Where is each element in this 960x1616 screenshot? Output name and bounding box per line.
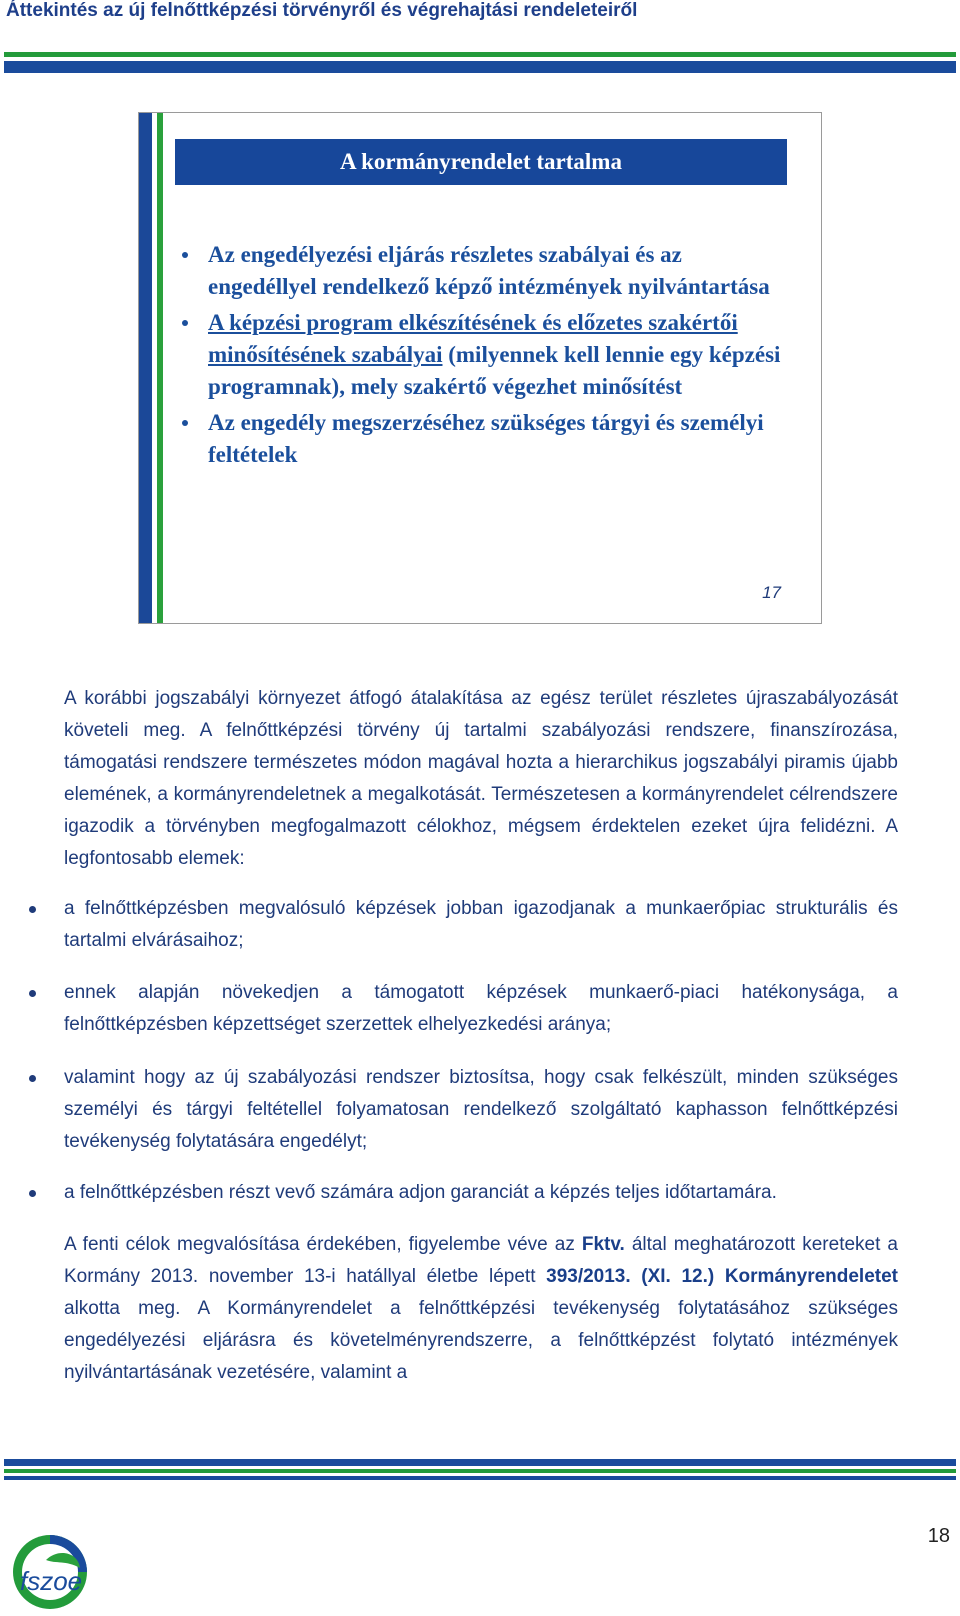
bullet-dot-icon [29,990,36,997]
bullet-dot-icon [29,906,36,913]
footer-blue-rule [4,1459,956,1466]
slide-bullet [175,239,785,303]
slide-image [138,112,822,624]
page-number: 18 [927,1525,950,1547]
slide-bullet [175,407,785,471]
slide-bullet-text: Az engedély megszerzéséhez szükséges tárgyi és személyi feltételek [208,410,764,467]
bullet-dot-icon [29,1190,36,1197]
closing-paragraph [64,1229,898,1389]
fszoe-logo-icon [6,1530,92,1610]
header-blue-rule [4,61,956,73]
slide-title: A kormányrendelet tartalma [175,139,787,185]
paragraph-text: alkotta meg. A Kormányrendelet a felnőttképzési tevékenység folytatásához szükséges engedélyezési eljárásra és követelményrendszerre, a felnőttképzést folytató intézmények nyilvántartásának vezetésére, valamint a [64,1298,898,1383]
paragraph-text: A fenti célok megvalósítása érdekében, figyelembe véve az [64,1234,582,1255]
slide-bullet-underlined-text: A képzési program elkészítésének és előzetes szakértői minősítésének szabályai [208,310,738,367]
decree-reference: 393/2013. (XI. 12.) Kormányrendeletet [546,1266,899,1287]
list-item: valamint hogy az új szabályozási rendszer biztosítsa, hogy csak felkészült, minden szükséges személyi és tárgyi feltétellel folyamatosan rendelkező szolgáltató kaphasson felnőttképzési tevékenység folytatására engedélyt; [64,1067,898,1152]
footer-green-rule [4,1469,956,1473]
slide-blue-stripe [139,113,152,623]
slide-bullet-list [175,239,785,475]
slide-green-stripe [157,113,163,623]
list-item: a felnőttképzésben részt vevő számára adjon garanciát a képzés teljes időtartamára. [64,1182,777,1203]
footer-blue-rule-2 [4,1476,956,1480]
bullet-dot-icon [182,252,188,258]
bullet-dot-icon [182,420,188,426]
bullet-dot-icon [29,1075,36,1082]
slide-bullet [175,307,785,403]
bullet-dot-icon [182,320,188,326]
list-item: a felnőttképzésben megvalósuló képzések jobban igazodjanak a munkaerőpiac strukturális és tartalmi elvárásaihoz; [64,898,898,951]
slide-bullet-text: (milyennek kell lennie egy képzési programnak), mely szakértő végezhet minősítést [208,342,781,399]
header-green-rule [4,52,956,57]
paragraph-text: által meghatározott kereteket a Kormány 2013. november 13-i hatállyal életbe lépett [64,1234,898,1287]
law-reference: Fktv. [581,1234,625,1255]
intro-paragraph: A korábbi jogszabályi környezet átfogó átalakítása az egész terület részletes újraszabályozását követeli meg. A felnőttképzési törvény új tartalmi szabályozási rendszere, finanszírozása, támogatási rendszere természetes módon magával hozta a hierarchikus jogszabályi piramis újabb elemének, a kormányrendeletnek a megalkotását. Természetesen a kormányrendelet célrendszere igazodik a törvényben megfogalmazott célokhoz, mégsem érdektelen ezeket újra felidézni. A legfontosabb elemek: [64,688,898,869]
slide-number: 17 [762,583,781,602]
document-title: Áttekintés az új felnőttképzési törvényről és végrehajtási rendeleteiről [6,0,638,21]
slide-bullet-text: Az engedélyezési eljárás részletes szabályai és az engedéllyel rendelkező képző intézmények nyilvántartása [208,242,770,299]
list-item: ennek alapján növekedjen a támogatott képzések munkaerő-piaci hatékonysága, a felnőttképzésben képzettséget szerzettek elhelyezkedési aránya; [64,982,898,1035]
logo-text: fszoe [20,1566,83,1596]
